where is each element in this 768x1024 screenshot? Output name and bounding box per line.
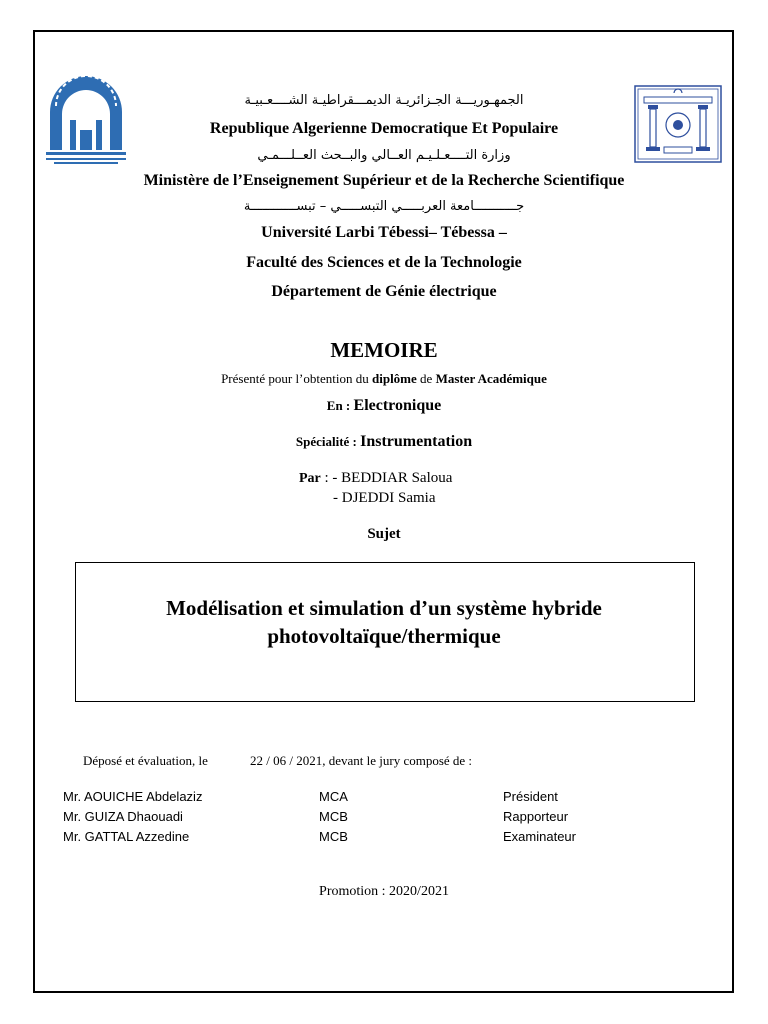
university-heading: Université Larbi Tébessi– Tébessa – — [261, 224, 507, 241]
jury-grade-1: MCA — [319, 789, 348, 804]
en-label: En : — [326, 398, 354, 413]
jury-grade-2: MCB — [319, 809, 348, 824]
sujet-label: Sujet — [367, 526, 401, 542]
arabic-republic-heading: الجمهـوريـــة الجـزائريـة الديمـــقراطيـة الشــــعـبيـة — [244, 93, 524, 108]
department-heading: Département de Génie électrique — [271, 283, 497, 300]
presented-prefix: Présenté pour l’obtention du — [221, 371, 372, 386]
par-label: Par — [299, 471, 321, 486]
en-value: Electronique — [353, 397, 442, 414]
specialite-value: Instrumentation — [360, 433, 473, 450]
diploma-word: diplôme — [372, 371, 417, 386]
faculty-heading: Faculté des Sciences et de la Technologie — [246, 254, 522, 271]
field-line — [0, 397, 768, 415]
jury-name-1: Mr. AOUICHE Abdelaziz — [63, 789, 203, 804]
master-academique: Master Académique — [435, 371, 547, 386]
presented-mid: de — [416, 371, 436, 386]
presented-line — [0, 371, 768, 387]
subject-line-2: photovoltaïque/thermique — [267, 624, 501, 648]
defense-date: 22 / 06 / 2021, devant le jury composé de : — [250, 753, 473, 768]
jury-role-2: Rapporteur — [503, 809, 569, 824]
jury-name-2: Mr. GUIZA Dhaouadi — [63, 809, 183, 824]
defense-intro: Déposé et évaluation, le — [83, 753, 208, 768]
specialite-label: Spécialité : — [295, 434, 361, 449]
republic-heading: Republique Algerienne Democratique Et Populaire — [209, 120, 559, 137]
authors-line-1 — [299, 470, 452, 487]
author-1: : - BEDDIAR Saloua — [320, 470, 453, 486]
ministry-heading: Ministère de l’Enseignement Supérieur et de la Recherche Scientifique — [143, 172, 625, 189]
author-2: - DJEDDI Samia — [333, 490, 436, 506]
promotion-line: Promotion : 2020/2021 — [319, 884, 449, 899]
jury-grade-3: MCB — [319, 829, 348, 844]
subject-line-1: Modélisation et simulation d’un système hybride — [166, 596, 602, 620]
jury-name-3: Mr. GATTAL Azzedine — [63, 829, 190, 844]
specialite-line — [0, 433, 768, 451]
memoire-title: MEMOIRE — [330, 338, 438, 362]
jury-role-3: Examinateur — [503, 829, 576, 844]
jury-role-1: Président — [503, 789, 558, 804]
arabic-ministry-heading: وزارة التــــعـلـيـم العــالي والبــحث العــلـــمـي — [257, 148, 511, 163]
arabic-university-heading: جـــــــــــامعة العربـــــي التبســـــي – تبســــــــــــة — [243, 199, 525, 214]
